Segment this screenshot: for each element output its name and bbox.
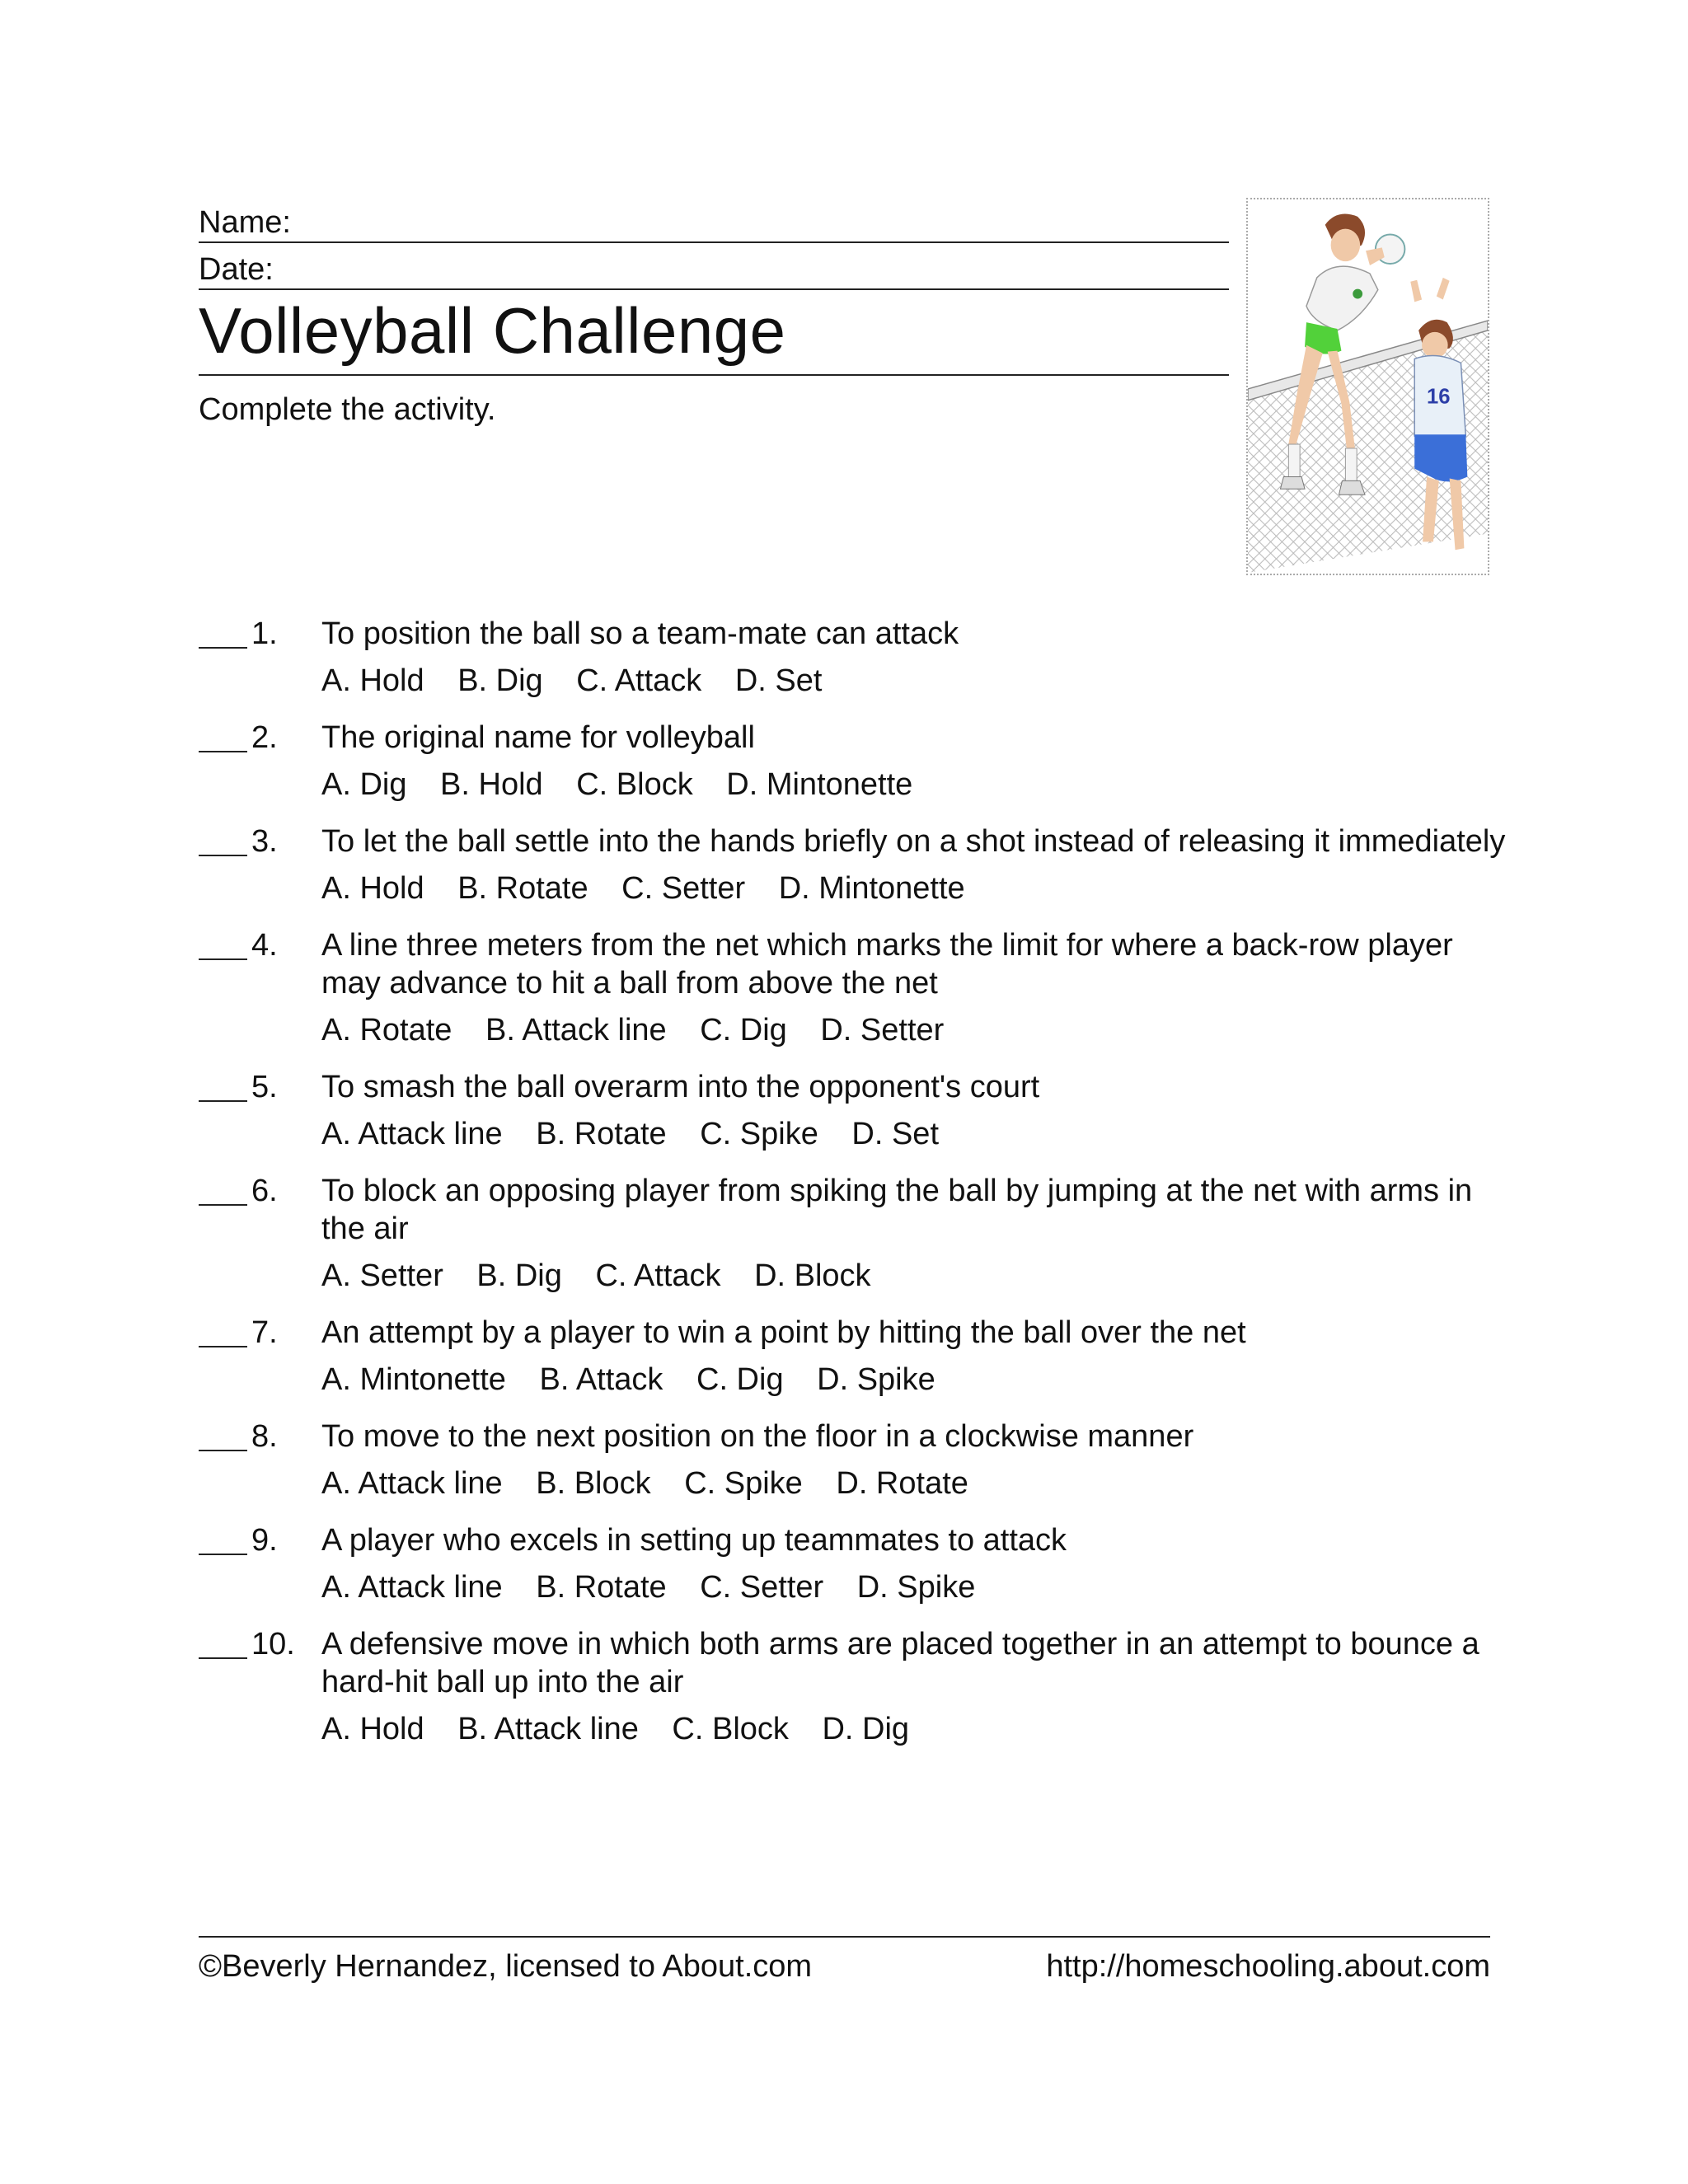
option: A. Hold (321, 1712, 424, 1746)
answer-blank[interactable] (199, 1657, 247, 1659)
footer-url-link[interactable]: http://homeschooling.about.com (1046, 1949, 1490, 1984)
answer-blank[interactable] (199, 1554, 247, 1555)
question-item (199, 615, 1517, 700)
answer-options (321, 1710, 1517, 1748)
question-text: To move to the next position on the floor in a clockwise manner (321, 1419, 1194, 1454)
option: C. Block (672, 1712, 789, 1746)
question-text: A line three meters from the net which marks the limit for where a back-row player may advance to hit a ball from above the net (321, 928, 1453, 1001)
option: C. Dig (700, 1013, 787, 1047)
question-text: To block an opposing player from spiking the ball by jumping at the net with arms in the air (321, 1174, 1473, 1246)
option: D. Rotate (836, 1466, 968, 1501)
question-number: 3. (251, 824, 278, 859)
jersey-number: 16 (1427, 385, 1451, 409)
question-text: To let the ball settle into the hands briefly on a shot instead of releasing it immediately (321, 824, 1506, 859)
question-item (199, 719, 1517, 804)
option: D. Block (754, 1258, 871, 1293)
option: B. Rotate (536, 1117, 667, 1151)
option: A. Hold (321, 663, 424, 698)
question-item (199, 1521, 1517, 1606)
option: A. Dig (321, 767, 407, 802)
option: C. Block (576, 767, 693, 802)
question-number: 5. (251, 1070, 278, 1104)
answer-options (321, 766, 1517, 804)
answer-blank[interactable] (199, 1346, 247, 1347)
option: B. Dig (457, 663, 543, 698)
option: A. Attack line (321, 1117, 503, 1151)
answer-blank[interactable] (199, 1204, 247, 1206)
answer-options (321, 1465, 1517, 1502)
question-number: 6. (251, 1174, 278, 1208)
answer-options (321, 1568, 1517, 1606)
question-number: 9. (251, 1523, 278, 1558)
answer-blank[interactable] (199, 1100, 247, 1102)
page-title: Volleyball Challenge (199, 294, 786, 367)
question-item (199, 1068, 1517, 1153)
option: C. Dig (696, 1362, 784, 1397)
question-item (199, 823, 1517, 907)
answer-options (321, 1011, 1517, 1049)
footer (199, 1936, 1490, 1984)
option: C. Spike (700, 1117, 818, 1151)
question-text: A defensive move in which both arms are placed together in an attempt to bounce a hard-hit ball up into the air (321, 1627, 1479, 1699)
option: B. Dig (476, 1258, 562, 1293)
answer-blank[interactable] (199, 751, 247, 752)
question-number: 2. (251, 720, 278, 755)
answer-blank[interactable] (199, 855, 247, 856)
question-item (199, 1418, 1517, 1502)
option: D. Mintonette (726, 767, 913, 802)
option: D. Setter (820, 1013, 945, 1047)
question-text: An attempt by a player to win a point by hitting the ball over the net (321, 1315, 1246, 1350)
answer-options (321, 1361, 1517, 1399)
question-number: 1. (251, 616, 278, 651)
answer-blank[interactable] (199, 958, 247, 960)
option: D. Dig (822, 1712, 910, 1746)
option: A. Attack line (321, 1466, 503, 1501)
answer-options (321, 1257, 1517, 1295)
answer-blank[interactable] (199, 647, 247, 649)
option: C. Setter (700, 1570, 824, 1605)
question-text: To smash the ball overarm into the opponent's court (321, 1070, 1040, 1104)
question-item (199, 1172, 1517, 1295)
option: B. Hold (440, 767, 543, 802)
title-row (199, 290, 1229, 376)
option: B. Rotate (536, 1570, 667, 1605)
option: C. Attack (576, 663, 702, 698)
option: A. Setter (321, 1258, 443, 1293)
volleyball-players-illustration (1246, 198, 1489, 575)
question-item (199, 1625, 1517, 1748)
worksheet-header (199, 196, 1229, 376)
date-label: Date: (199, 252, 274, 287)
question-item (199, 926, 1517, 1049)
option: D. Mintonette (778, 871, 965, 906)
option: B. Attack line (485, 1013, 667, 1047)
question-number: 4. (251, 928, 278, 963)
option: C. Attack (595, 1258, 721, 1293)
option: B. Rotate (457, 871, 588, 906)
option: D. Spike (817, 1362, 935, 1397)
date-field[interactable] (199, 243, 1229, 290)
question-text: The original name for volleyball (321, 720, 755, 755)
option: A. Mintonette (321, 1362, 506, 1397)
name-field[interactable] (199, 196, 1229, 243)
question-number: 8. (251, 1419, 278, 1454)
instructions: Complete the activity. (199, 392, 496, 427)
option: B. Block (536, 1466, 651, 1501)
answer-blank[interactable] (199, 1450, 247, 1451)
question-text: A player who excels in setting up teammates to attack (321, 1523, 1067, 1558)
option: B. Attack line (457, 1712, 639, 1746)
option: A. Rotate (321, 1013, 452, 1047)
option: D. Set (734, 663, 823, 698)
option: A. Hold (321, 871, 424, 906)
question-list (199, 615, 1517, 1767)
answer-options (321, 662, 1517, 700)
question-number: 10. (251, 1627, 295, 1661)
copyright-text: ©Beverly Hernandez, licensed to About.com (199, 1949, 813, 1984)
option: C. Spike (684, 1466, 803, 1501)
question-item (199, 1314, 1517, 1399)
name-label: Name: (199, 205, 291, 240)
option: B. Attack (539, 1362, 663, 1397)
option: D. Set (851, 1117, 940, 1151)
answer-options (321, 1115, 1517, 1153)
option: D. Spike (856, 1570, 976, 1605)
option: C. Setter (621, 871, 746, 906)
answer-options (321, 869, 1517, 907)
option: A. Attack line (321, 1570, 503, 1605)
question-text: To position the ball so a team-mate can attack (321, 616, 959, 651)
question-number: 7. (251, 1315, 278, 1350)
